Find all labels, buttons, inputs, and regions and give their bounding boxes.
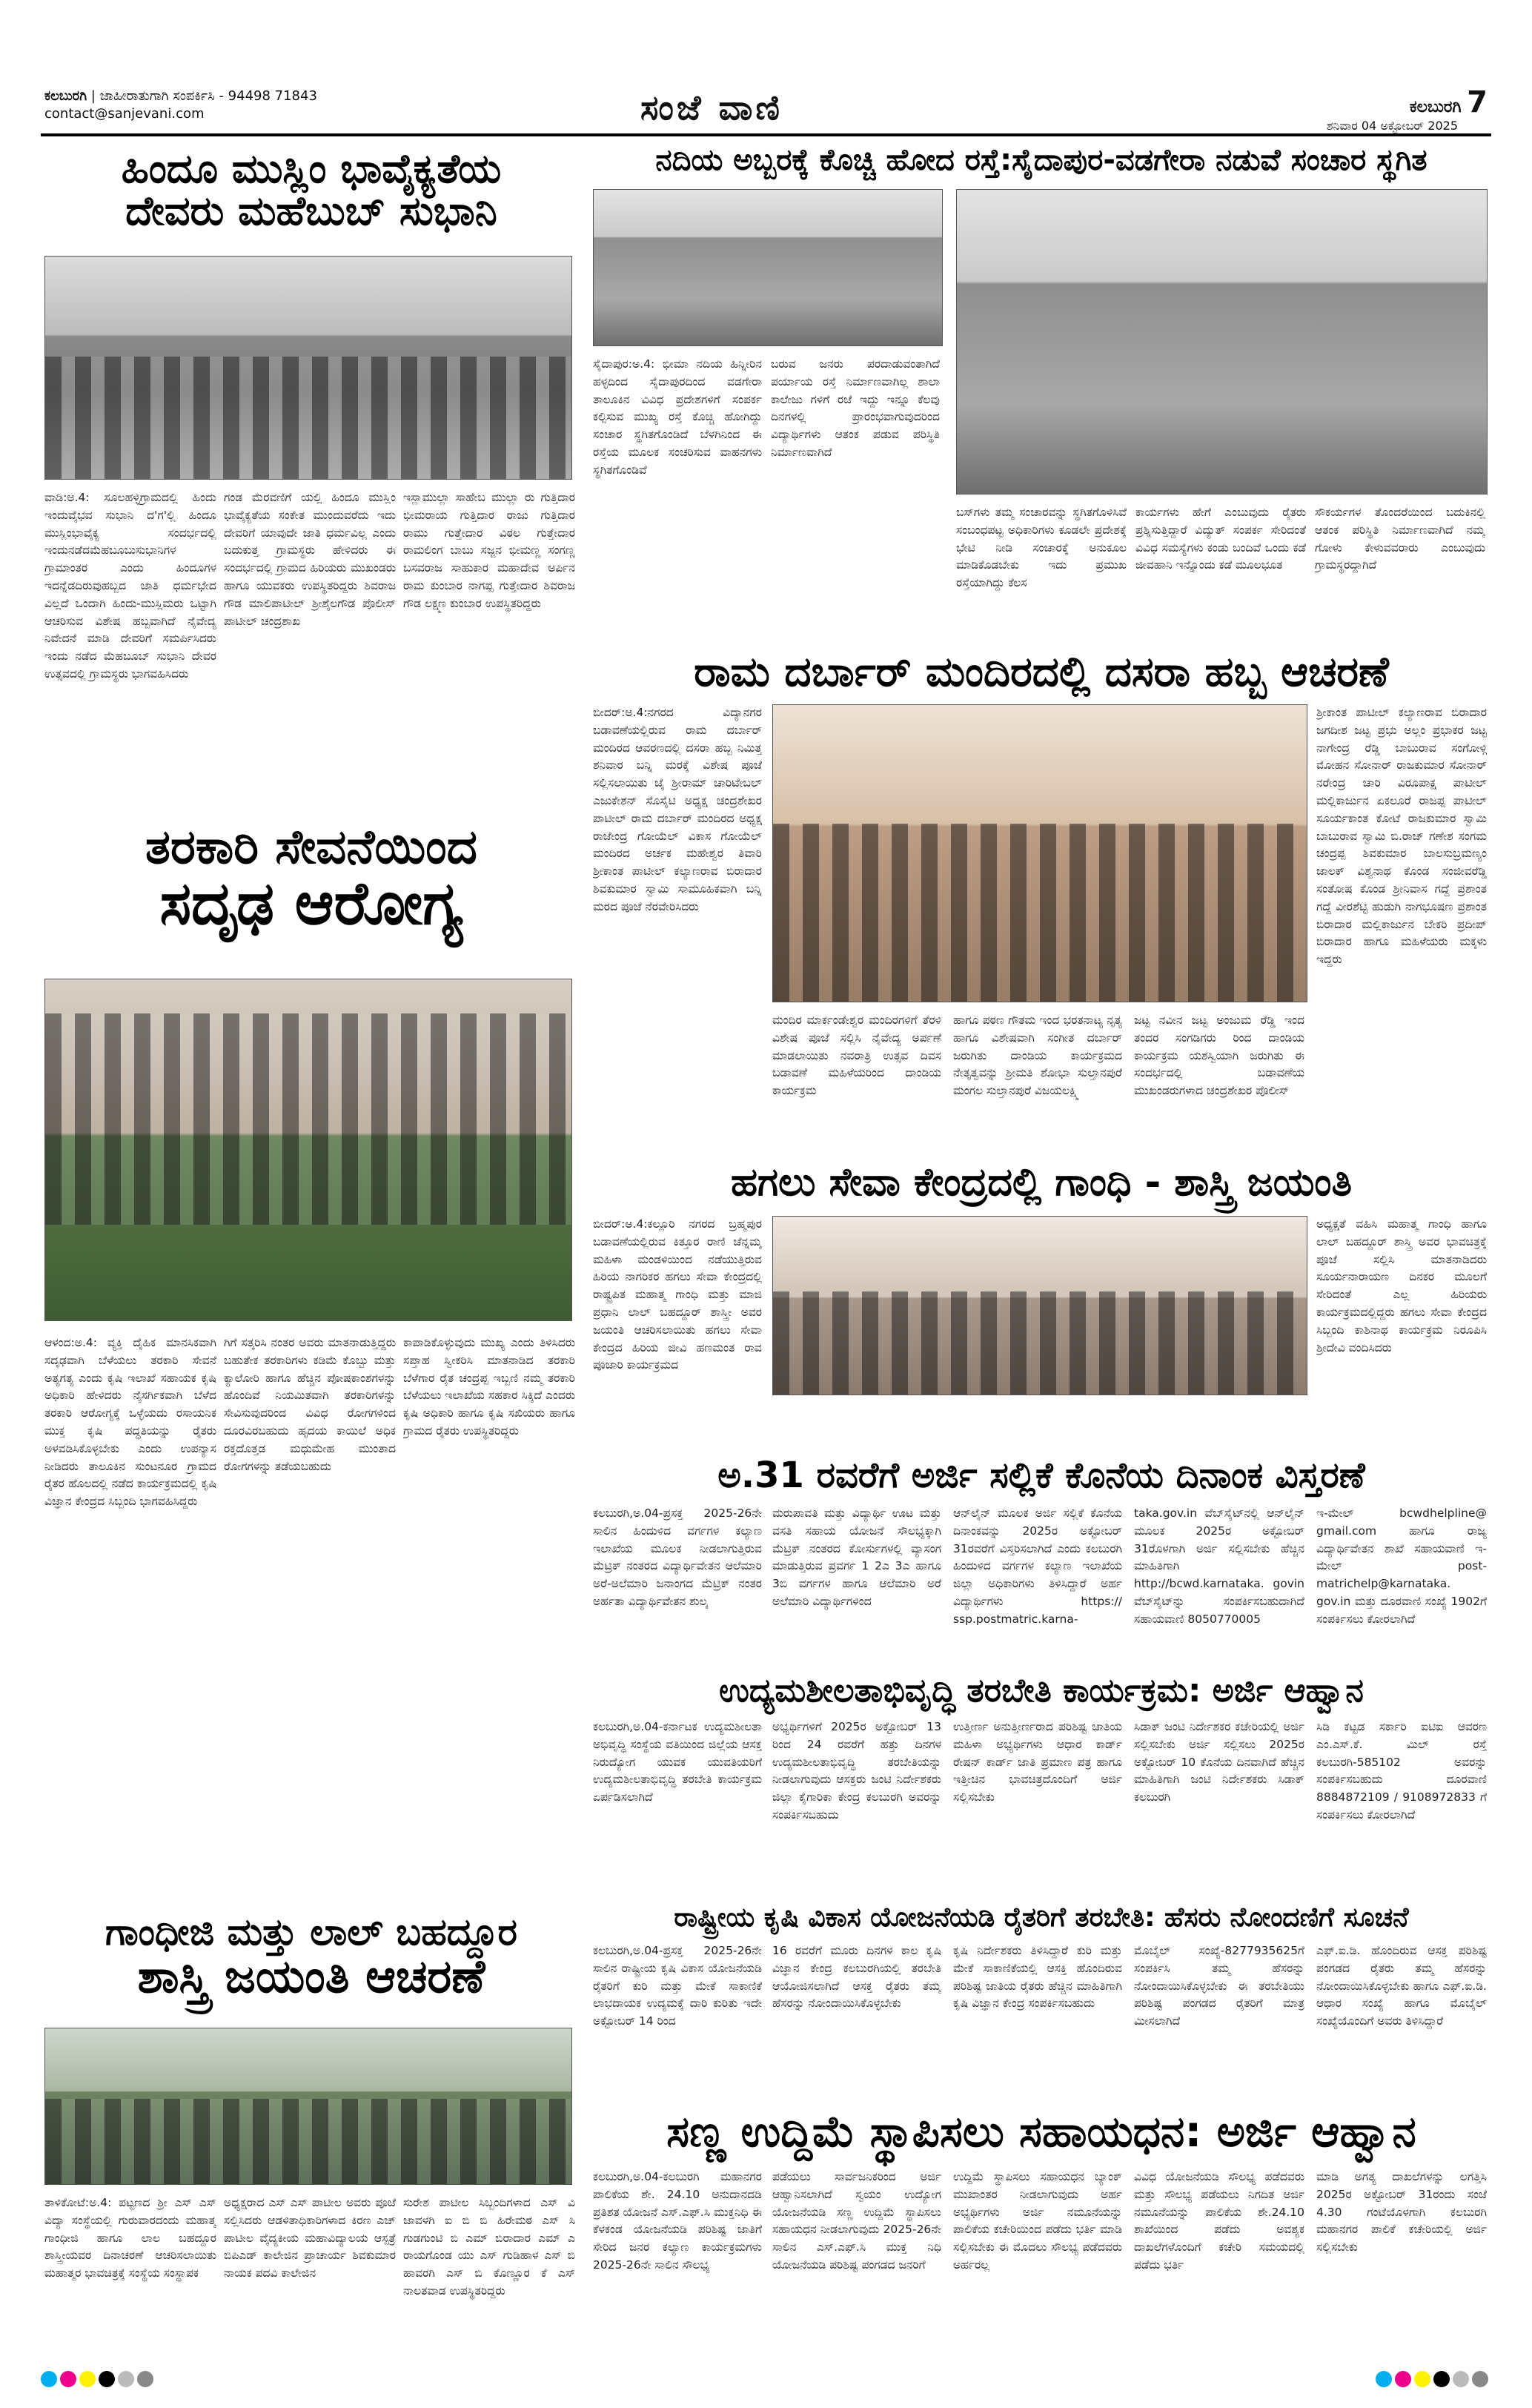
city-right: ಕಲಬುರಗಿ: [1409, 98, 1462, 116]
a5-headline: ಹಗಲು ಸೇವಾ ಕೇಂದ್ರದಲ್ಲಿ ಗಾಂಧಿ - ಶಾಸ್ತ್ರಿ ಜಯಂತಿ: [730, 1160, 1353, 1205]
a2-headline: ನದಿಯ ಅಬ್ಬರಕ್ಕೆ ಕೊಚ್ಚಿ ಹೋದ ರಸ್ತೆ:ಸೈದಾಪುರ-ವಡಗೇರಾ ನಡುವೆ ಸಂಚಾರ ಸ್ಥಗಿತ: [655, 143, 1427, 177]
a9-col5: ಎಫ್.ಐ.ಡಿ. ಹೊಂದಿರುವ ಆಸಕ್ತ ಪರಿಶಿಷ್ಟ ಪಂಗಡದ ರೈತರು ತಮ್ಮ ಹೆಸರನ್ನು ನೋಂದಾಯಿಸಿಕೊಳ್ಳಬೇಕು ಹಾಗೂ ಎಫ್.ಐ.ಡಿ. ಆಧಾರ ಸಂಖ್ಯೆ ಹಾಗೂ ಮೊಬೈಲ್ ಸಂಖ್ಯೆಯೊಂದಿಗೆ ಅವರು ತಿಳಿಸಿದ್ದಾರೆ: [1316, 1944, 1487, 2028]
a1-col2: ಗಂಡ ಮೆರವಣಿಗೆ ಯಲ್ಲಿ ಹಿಂದೂ ಮುಸ್ಲಿಂ ಭಾವೈಕ್ಯತೆಯ ಸಂಕೇತ ಮುಂದುವರೆದು ಇದು ದೇವರಿಗೆ ಯಾವುದೇ ಜಾತಿ ಧರ್ಮವಿಲ್ಲ ಎಂದು ಬದುಕುತ್ತ ಗ್ರಾಮಸ್ಥರು ಹೇಳಿದರು ಈ ಸಂದರ್ಭದಲ್ಲಿ ಗ್ರಾಮದ ಹಿರಿಯರು ಮುಖಂಡರು ಹಾಗೂ ಯುವಕರು ಉಪಸ್ಥಿತರಿದ್ದರು ಶಿವರಾಜ ಗೌಡ ಮಾಲಿಪಾಟೀಲ್ ಶ್ರೀಶೈಲಗೌಡ ಪೊಲೀಸ್ ಪಾಟೀಲ್ ಚಂದ್ರಶಾಖ: [224, 491, 396, 628]
a7-col1: ತಾಳಿಕೋಟೆ:ಅ.4: ಪಟ್ಟಣದ ಶ್ರೀ ಎಸ್ ಎಸ್ ವಿದ್ಯಾ ಸಂಸ್ಥೆಯಲ್ಲಿ ಗುರುವಾರದಂದು ಮಹಾತ್ಮ ಗಾಂಧೀಜಿ ಹಾಗೂ ಲಾಲ ಬಹದ್ದೂರ ಶಾಸ್ತ್ರೀಯವರ ದಿನಾಚರಣೆ ಆಚರಿಸಲಾಯಿತು ಮಹಾತ್ಮರ ಭಾವಚಿತ್ರಕ್ಕೆ ಸಂಸ್ಥೆಯ ಸಂಸ್ಥಾಪಕ: [44, 2196, 216, 2280]
a1-photo: [44, 256, 572, 480]
a8-col1: ಕಲಬುರಗಿ,ಅ.04-ಕರ್ನಾಟಕ ಉದ್ಯಮಶೀಲತಾ ಅಭಿವೃದ್ಧಿ ಸಂಸ್ಥೆಯ ವತಿಯಿಂದ ಜಿಲ್ಲೆಯ ಆಸಕ್ತ ನಿರುದ್ಯೋಗ ಯುವಕ ಯುವತಿಯರಿಗೆ ಉದ್ಯಮಶೀಲತಾಭಿವೃದ್ಧಿ ತರಬೇತಿ ಕಾರ್ಯಕ್ರಮ ಏರ್ಪಡಿಸಲಾಗಿದೆ: [593, 1720, 762, 1805]
a4-photo: [44, 979, 572, 1321]
a8-col5: ಸಿಡಿ ಕಟ್ಟಡ ಸರ್ಕಾರಿ ಐಟಿಐ ಆವರಣ ಎಂ.ಎಸ್.ಕೆ. ಮಿಲ್ ರಸ್ತೆ ಕಲಬುರಗಿ-585102 ಅವರನ್ನು ಸಂಪರ್ಕಿಸಬಹುದು ದೂರವಾಣಿ 8884872109 / 9108972833 ಗೆ ಸಂಪರ್ಕಿಸಲು ಕೋರಲಾಗಿದೆ: [1316, 1720, 1487, 1822]
a4-headline-line1: ತರಕಾರಿ ಸೇವನೆಯಿಂದ: [145, 820, 477, 875]
a1-headline: [44, 145, 578, 234]
a9-col3: ಕೃಷಿ ನಿರ್ದೇಶಕರು ತಿಳಿಸಿದ್ದಾರೆ ಕುರಿ ಮತ್ತು ಮೇಕೆ ಸಾಕಾಣಿಕೆಯಲ್ಲಿ ಆಸಕ್ತಿ ಹೊಂದಿರುವ ಪರಿಶಿಷ್ಟ ಜಾತಿಯ ರೈತರು ಹೆಚ್ಚಿನ ಮಾಹಿತಿಗಾಗಿ ಕೃಷಿ ವಿಜ್ಞಾನ ಕೇಂದ್ರ ಸಂಪರ್ಕಿಸಬಹುದು: [953, 1944, 1122, 2011]
a8-col2: ಅಭ್ಯರ್ಥಿಗಳಿಗೆ 2025ರ ಅಕ್ಟೋಬರ್ 13 ರಿಂದ 24 ರವರೆಗೆ ಹತ್ತು ದಿನಗಳ ಉದ್ಯಮಶೀಲತಾಭಿವೃದ್ಧಿ ತರಬೇತಿಯನ್ನು ನೀಡಲಾಗುವುದು ಆಸಕ್ತರು ಜಂಟಿ ನಿರ್ದೇಶಕರು ಜಿಲ್ಲಾ ಕೈಗಾರಿಕಾ ಕೇಂದ್ರ ಕಲಬುರಗಿ ಅವರನ್ನು ಸಂಪರ್ಕಿಸಬಹುದು: [772, 1720, 941, 1822]
a2-col4: ಕಾರ್ಯಗಳು ಹೇಗೆ ಎಂಬುವುದು ರೈತರು ಪ್ರಶ್ನಿಸುತ್ತಿದ್ದಾರೆ ವಿದ್ಯುತ್ ಸಂಪರ್ಕ ಸೇರಿದಂತೆ ವಿವಿಧ ಸಮಸ್ಯೆಗಳು ಕಂಡು ಬಂದಿವೆ ಒಂದು ಕಡೆ ಜೀವಹಾನಿ ಇನ್ನೊಂದು ಕಡೆ ಮೂಲಭೂತ: [1135, 506, 1306, 572]
email: contact@sanjevani.com: [44, 106, 205, 122]
a2-col2: ಬರುವ ಜನರು ಪರದಾಡುವಂತಾಗಿದೆ ಪರ್ಯಾಯ ರಸ್ತೆ ನಿರ್ಮಾಣವಾಗಿಲ್ಲ ಶಾಲಾ ಕಾಲೇಜು ಗಳಿಗೆ ರಜೆ ಇದ್ದು ಇನ್ನೂ ಕೆಲವು ದಿನಗಳಲ್ಲಿ ಪ್ರಾರಂಭವಾಗುವುದರಿಂದ ವಿದ್ಯಾರ್ಥಿಗಳು ಆತಂಕ ಪಡುವ ಪರಿಸ್ಥಿತಿ ನಿರ್ಮಾಣವಾಗಿದೆ: [771, 357, 940, 459]
a9-col1: ಕಲಬುರಗಿ,ಅ.04-ಪ್ರಸಕ್ತ 2025-26ನೇ ಸಾಲಿನ ರಾಷ್ಟ್ರೀಯ ಕೃಷಿ ವಿಕಾಸ ಯೋಜನೆಯಡಿ ರೈತರಿಗೆ ಕುರಿ ಮತ್ತು ಮೇಕೆ ಸಾಕಾಣಿಕೆ ಲಾಭದಾಯಕ ಉದ್ಯಮಕ್ಕೆ ದಾರಿ ಕುರಿತು ಇದೇ ಅಕ್ಟೋಬರ್ 14 ರಿಂದ: [593, 1944, 762, 2028]
a2-photo-2: [956, 189, 1488, 494]
color-bar-right: [1376, 2371, 1491, 2387]
a4-headline: [44, 820, 578, 939]
a7-col3: ಸುರೇಶ ಪಾಟೀಲ ಸಿಬ್ಬಂದಿಗಳಾದ ಎಸ್ ವಿ ಜಾವಳಗಿ ಐ ಬಿ ಬಿ ಹಿರೇಮಠ ಎಸ್ ಸಿ ಗುಡಗುಂಟಿ ಬಿ ಎಮ್ ಬಿರಾದಾರ ಎಮ್ ಎ ರಾಯಗೊಂಡ ಯು ಎಸ್ ಗುಡಿಹಾಳ ಎಸ್ ಬಿ ಹಾವರಗಿ ಎಸ್ ಬಿ ಕೊಣ್ಣೂರ ಕೆ ಎಸ್ ನಾಲತವಾಡ ಉಪಸ್ಥಿತರಿದ್ದರು: [403, 2196, 575, 2298]
a10-col4: ವಿವಿಧ ಯೋಜನೆಯಡಿ ಸೌಲಭ್ಯ ಪಡೆದವರು ಮತ್ತು ಸೌಲಭ್ಯ ಪಡೆಯಲು ನಿಗದಿತ ಅರ್ಜಿ ನಮೂನೆಯನ್ನು ಪಾಲಿಕೆಯ ಶೇ.24.10 ಶಾಖೆಯಿಂದ ಪಡೆದು ಅವಶ್ಯಕ ದಾಖಲೆಗಳೊಂದಿಗೆ ಕಚೇರಿ ಸಮಯದಲ್ಲಿ ಪಡೆದು ಭರ್ತಿ: [1134, 2170, 1304, 2272]
a4-col1: ಆಳಂದ:ಅ.4: ವ್ಯಕ್ತಿ ದೈಹಿಕ ಮಾನಸಿಕವಾಗಿ ಸದೃಢವಾಗಿ ಬೆಳೆಯಲು ತರಕಾರಿ ಸೇವನೆ ಅತ್ಯಗತ್ಯ ಎಂದು ಕೃಷಿ ಇಲಾಖೆ ಸಹಾಯಕ ಕೃಷಿ ಅಧಿಕಾರಿ ಹೇಳಿದರು ನೈಸರ್ಗಿಕವಾಗಿ ಬೆಳೆದ ತರಕಾರಿ ಆರೋಗ್ಯಕ್ಕೆ ಒಳ್ಳೆಯದು ರಸಾಯನಿಕ ಮುಕ್ತ ಕೃಷಿ ಪದ್ಧತಿಯನ್ನು ರೈತರು ಅಳವಡಿಸಿಕೊಳ್ಳಬೇಕು ಎಂದು ಉಪನ್ಯಾಸ ನೀಡಿದರು ತಾಲೂಕಿನ ಸುಂಟನೂರ ಗ್ರಾಮದ ರೈತರ ಹೊಲದಲ್ಲಿ ನಡೆದ ಕಾರ್ಯಕ್ರಮದಲ್ಲಿ ಕೃಷಿ ವಿಜ್ಞಾನ ಕೇಂದ್ರದ ಸಿಬ್ಬಂದಿ ಭಾಗವಹಿಸಿದ್ದರು: [44, 1336, 216, 1509]
a1-col1: ವಾಡಿ:ಅ.4: ಸೂಲಹಳ್ಳಿಗ್ರಾಮದಲ್ಲಿ ಹಿಂದು ಇಂದುವೈಭವ ಸುಭಾನಿ ದ'ಗ'ಲ್ಲಿ ಹಿಂದೂ ಮುಸ್ಲಿಂಭಾವೈಕ್ಯ ಸಂದರ್ಭದಲ್ಲಿ ಇಂದುನಡೆದಮೆಹಬೂಬುಸುಭಾನಿಗಳ ಗ್ರಾಮಾಂತರ ಎಂದು ಹಿಂದೂಗಳ ಇದನ್ನೆಡದಿರುವುಹಬ್ಬದ ಜಾತಿ ಧರ್ಮಭೇದ ವಿಲ್ಲದೆ ಒಂದಾಗಿ ಹಿಂದು-ಮುಸ್ಲಿಮರು ಒಟ್ಟಾಗಿ ಆಚರಿಸುವ ವಿಶೇಷ ಹಬ್ಬವಾಗಿದೆ ನೈವೇದ್ಯ ನಿವೇದನೆ ಮಾಡಿ ದೇವರಿಗೆ ಸಮರ್ಪಿಸಿದರು ಇಂದು ನಡೆದ ಮೆಹಬೂಬ್ ಸುಭಾನಿ ದೇವರ ಉತ್ಸವದಲ್ಲಿ ಗ್ರಾಮಸ್ಥರು ಭಾಗವಹಿಸಿದರು: [44, 491, 216, 681]
a10-headline: ಸಣ್ಣ ಉದ್ದಿಮೆ ಸ್ಥಾಪಿಸಲು ಸಹಾಯಧನ: ಅರ್ಜಿ ಆಹ್ವಾನ: [666, 2106, 1416, 2157]
a2-photo-1: [593, 189, 943, 346]
a10-col3: ಉದ್ದಿಮೆ ಸ್ಥಾಪಿಸಲು ಸಹಾಯಧನ ಬ್ಯಾಂಕ್ ಮುಖಾಂತರ ನೀಡಲಾಗುವುದು ಅರ್ಹ ಅಭ್ಯರ್ಥಿಗಳು ಅರ್ಜಿ ನಮೂನೆಯನ್ನು ಪಾಲಿಕೆಯ ಕಚೇರಿಯಿಂದ ಪಡೆದು ಭರ್ತಿ ಮಾಡಿ ಸಲ್ಲಿಸಬೇಕು ಈ ಮೊದಲು ಸೌಲಭ್ಯ ಪಡೆದವರು ಅರ್ಹರಲ್ಲ: [953, 2170, 1122, 2272]
header-right: [1410, 87, 1488, 117]
a4-col3: ಕಾಪಾಡಿಕೊಳ್ಳುವುದು ಮುಖ್ಯ ಎಂದು ತಿಳಿಸಿದರು ಸಪ್ತಾಹ ಸ್ವೀಕರಿಸಿ ಮಾತನಾಡಿದ ತರಕಾರಿ ಬೆಳೆಗಾರ ರೈತ ಚಂದ್ರಪ್ಪ ಇಬ್ಬಣಿ ನಮ್ಮ ತರಕಾರಿ ಬೆಳೆಯಲು ಇಲಾಖೆಯ ಸಹಕಾರ ಸಿಕ್ಕಿದೆ ಎಂದರು ಕೃಷಿ ಅಧಿಕಾರಿ ಹಾಗೂ ಕೃಷಿ ಸಖಿಯರು ಹಾಗೂ ಗ್ರಾಮದ ರೈತರು ಉಪಸ್ಥಿತರಿದ್ದರು: [403, 1336, 575, 1438]
a7-photo: [44, 2028, 572, 2185]
a7-headline-line1: ಗಾಂಧೀಜಿ ಮತ್ತು ಲಾಲ್ ಬಹದ್ದೂರ: [105, 1911, 517, 1954]
a1-headline-line1: ಹಿಂದೂ ಮುಸ್ಲಿಂ ಭಾವೈಕ್ಯತೆಯ: [121, 145, 502, 192]
a3-headline: ರಾಮ ದರ್ಬಾರ್ ಮಂದಿರದಲ್ಲಿ ದಸರಾ ಹಬ್ಬ ಆಚರಣೆ: [694, 648, 1389, 696]
a6-headline: ಅ.31 ರವರೆಗೆ ಅರ್ಜಿ ಸಲ್ಲಿಕೆ ಕೊನೆಯ ದಿನಾಂಕ ವಿಸ್ತರಣೆ: [717, 1455, 1365, 1496]
a2-col5: ಸೌಕರ್ಯಗಳ ತೊಂದರೆಯಿಂದ ಬದುಕಿನಲ್ಲಿ ಆತಂಕ ಪರಿಸ್ಥಿತಿ ನಿರ್ಮಾಣವಾಗಿದೆ ನಮ್ಮ ಗೋಳು ಕೇಳುವವರಾರು ಎಂಬುವುದು ಗ್ರಾಮಸ್ಥರದ್ದಾಗಿದೆ: [1315, 506, 1485, 572]
a10-col5: ಮಾಡಿ ಅಗತ್ಯ ದಾಖಲೆಗಳನ್ನು ಲಗತ್ತಿಸಿ 2025ರ ಅಕ್ಟೋಬರ್ 31ರಂದು ಸಂಜೆ 4.30 ಗಂಟೆಯೊಳಗಾಗಿ ಕಲಬುರಗಿ ಮಹಾನಗರ ಪಾಲಿಕೆ ಕಚೇರಿಯಲ್ಲಿ ಅರ್ಜಿ ಸಲ್ಲಿಸಬೇಕು: [1316, 2170, 1487, 2255]
a4-col2: ಗಿಗೆ ಸತ್ಕರಿಸಿ ನಂತರ ಅವರು ಮಾತನಾಡುತ್ತಿದ್ದರು ಬಹುತೇಕ ತರಕಾರಿಗಳು ಕಡಿಮೆ ಕೊಬ್ಬು ಮತ್ತು ಕ್ಯಾಲೋರಿ ಹಾಗೂ ಹೆಚ್ಚಿನ ಪೋಷಕಾಂಶಗಳನ್ನು ಹೊಂದಿವೆ ನಿಯಮಿತವಾಗಿ ತರಕಾರಿಗಳನ್ನು ಸೇವಿಸುವುದರಿಂದ ವಿವಿಧ ರೋಗಗಳಿಂದ ದೂರವಿರಬಹುದು ಹೃದಯ ಕಾಯಿಲೆ ಅಧಿಕ ರಕ್ತದೊತ್ತಡ ಮಧುಮೇಹ ಮುಂತಾದ ರೋಗಗಳನ್ನು ತಡೆಯಬಹುದು: [224, 1336, 396, 1473]
a3-col4: ಜಟ್ಟ ನವೀನ ಜಟ್ಟ ಅಂಜುಮ ರೆಡ್ಡಿ ಇಂದ ತಂದರ ಸಂಗಡಿಗರು ರಿಂದ ದಾಂಡಿಯ ಕಾರ್ಯಕ್ರಮ ಯಶಸ್ವಿಯಾಗಿ ಜರುಗಿತು ಈ ಸಂದರ್ಭದಲ್ಲಿ ಬಡಾವಣೆಯ ಮುಖಂಡರುಗಳಾದ ಚಂದ್ರಶೇಖರ ಪೊಲೀಸ್: [1134, 1013, 1304, 1098]
city-left: ಕಲಬುರಗಿ: [44, 88, 87, 104]
a1-col3: ಇಸ್ಲಾಮುಲ್ಲಾ ಸಾಹೇಬ ಮುಲ್ಲಾ ರು ಗುತ್ತಿದಾರ ಭೀಮರಾಯ ಗುತ್ತಿದಾರ ರಾಜು ಗುತ್ತಿದಾರ ರಾಮು ಗುತ್ತೇದಾರ ವಿಠಲ ಗುತ್ತೇದಾರ ರಾಮಲಿಂಗ ಬಾಬು ಸಜ್ಜನ ಭೀಮಣ್ಣ ಸಂಗಣ್ಣ ಬಸವರಾಜ ಸಾಹುಕಾರ ಮಹಾದೇವ ಅರ್ಪಿನ ರಾಮ ಕುಂಬಾರ ನಾಗಪ್ಪ ಗುತ್ತೇದಾರ ಶಿವರಾಜ ಗೌಡ ಲಕ್ಷ್ಮಣ ಕುಂಬಾರ ಉಪಸ್ಥಿತರಿದ್ದರು: [403, 491, 575, 610]
a9-col2: 16 ರವರೆಗೆ ಮೂರು ದಿನಗಳ ಕಾಲ ಕೃಷಿ ವಿಜ್ಞಾನ ಕೇಂದ್ರ ಕಲಬುರಗಿಯಲ್ಲಿ ತರಬೇತಿ ಆಯೋಜಿಸಲಾಗಿದೆ ಆಸಕ್ತ ರೈತರು ತಮ್ಮ ಹೆಸರನ್ನು ನೋಂದಾಯಿಸಿಕೊಳ್ಳಬೇಕು: [772, 1944, 941, 2011]
a3-col2: ಮಂದಿರ ಮಾರ್ಕಂಡೇಶ್ವರ ಮಂದಿರಗಳಿಗೆ ತೆರಳಿ ವಿಶೇಷ ಪೂಜೆ ಸಲ್ಲಿಸಿ ನೈವೇದ್ಯ ಅರ್ಪಣೆ ಮಾಡಲಾಯಿತು ನವರಾತ್ರಿ ಉತ್ಸವ ದಿವಸ ಬಡಾವಣೆ ಮಹಿಳೆಯರಿಂದ ದಾಂಡಿಯ ಕಾರ್ಯಕ್ರಮ: [772, 1013, 941, 1098]
a3-col1: ಬೀದರ್:ಅ.4:ನಗರದ ವಿದ್ಯಾನಗರ ಬಡಾವಣೆಯಲ್ಲಿರುವ ರಾಮ ದರ್ಬಾರ್ ಮಂದಿರದ ಆವರಣದಲ್ಲಿ ದಸರಾ ಹಬ್ಬ ನಿಮಿತ್ತ ಶನಿವಾರ ಬನ್ನಿ ಮರಕ್ಕೆ ವಿಶೇಷ ಪೂಜೆ ಸಲ್ಲಿಸಲಾಯಿತು ಜೈ ಶ್ರೀರಾಮ್ ಚಾರಿಟೇಬಲ್ ಎಜುಕೇಶನ್ ಸೊಸೈಟಿ ಅಧ್ಯಕ್ಷ ಚಂದ್ರಶೇಖರ ಪಾಟೀಲ್ ರಾಮ ದರ್ಬಾರ್ ಮಂದಿರದ ಅಧ್ಯಕ್ಷ ರಾಜೇಂದ್ರ ಗೋಯೆಲ್ ವಿಕಾಸ ಗೋಯೆಲ್ ಮಂದಿರದ ಅರ್ಚಕ ಮಹೇಶ್ವರ ತಿವಾರಿ ಶ್ರೀಕಾಂತ ಪಾಟೀಲ್ ಕಲ್ಯಾಣರಾವ ಬಿರಾದಾರ ಶಿವಕುಮಾರ ಸ್ವಾಮಿ ಸಾಮೂಹಿಕವಾಗಿ ಬನ್ನಿ ಮರದ ಪೂಜೆ ನೆರವೇರಿಸಿದರು: [593, 706, 762, 913]
a10-col1: ಕಲಬುರಗಿ,ಅ.04-ಕಲಬುರಗಿ ಮಹಾನಗರ ಪಾಲಿಕೆಯ ಶೇ. 24.10 ಅನುದಾನದಡಿ ಪ್ರತಿಶತ ಯೋಜನೆ ಎಸ್.ಎಫ್.ಸಿ ಮುಕ್ತನಿಧಿ ಈ ಕೆಳಕಂಡ ಯೋಜನೆಯಡಿ ಪರಿಶಿಷ್ಟ ಜಾತಿಗೆ ಸೇರಿದ ಜನರ ಕಲ್ಯಾಣ ಕಾರ್ಯಕ್ರಮಗಳು 2025-26ನೇ ಸಾಲಿನ ಸೌಲಭ್ಯ: [593, 2170, 762, 2272]
a3-photo: [772, 704, 1307, 1002]
a6-col3: ಆನ್‌ಲೈನ್ ಮೂಲಕ ಅರ್ಜಿ ಸಲ್ಲಿಕೆ ಕೊನೆಯ ದಿನಾಂಕವನ್ನು 2025ರ ಅಕ್ಟೋಬರ್ 31ರವರೆಗೆ ವಿಸ್ತರಿಸಲಾಗಿದೆ ಎಂದು ಕಲಬುರಗಿ ಹಿಂದುಳಿದ ವರ್ಗಗಳ ಕಲ್ಯಾಣ ಇಲಾಖೆಯ ಜಿಲ್ಲಾ ಅಧಿಕಾರಿಗಳು ತಿಳಿಸಿದ್ದಾರೆ ಅರ್ಹ ವಿದ್ಯಾರ್ಥಿಗಳು https:// ssp.postmatric.karna-: [953, 1506, 1122, 1626]
a8-headline: ಉದ್ಯಮಶೀಲತಾಭಿವೃದ್ಧಿ ತರಬೇತಿ ಕಾರ್ಯಕ್ರಮ: ಅರ್ಜಿ ಆಹ್ವಾನ: [719, 1672, 1364, 1710]
header-left: ಕಲಬುರಗಿ | ಜಾಹೀರಾತುಗಾಗಿ ಸಂಪರ್ಕಿಸಿ - 94498 71843 contact@sanjevani.com: [44, 88, 317, 122]
a9-headline: ರಾಷ್ಟ್ರೀಯ ಕೃಷಿ ವಿಕಾಸ ಯೋಜನೆಯಡಿ ರೈತರಿಗೆ ತರಬೇತಿ: ಹೆಸರು ನೋಂದಣಿಗೆ ಸೂಚನೆ: [674, 1902, 1409, 1933]
a10-col2: ಪಡೆಯಲು ಸಾರ್ವಜನಿಕರಿಂದ ಅರ್ಜಿ ಆಹ್ವಾನಿಸಲಾಗಿದೆ ಸ್ವಯಂ ಉದ್ಯೋಗ ಯೋಜನೆಯಡಿ ಸಣ್ಣ ಉದ್ದಿಮೆ ಸ್ಥಾಪಿಸಲು ಸಹಾಯಧನ ನೀಡಲಾಗುವುದು 2025-26ನೇ ಸಾಲಿನ ಎಸ್.ಎಫ್.ಸಿ ಮುಕ್ತ ನಿಧಿ ಯೋಜನೆಯಡಿ ಪರಿಶಿಷ್ಟ ಪಂಗಡದ ಜನರಿಗೆ: [772, 2170, 941, 2272]
a6-col4: taka.gov.in ವೆಬ್‌ಸೈಟ್‌ನಲ್ಲಿ ಆನ್‌ಲೈನ್ ಮೂಲಕ 2025ರ ಅಕ್ಟೋಬರ್ 31ರೊಳಗಾಗಿ ಅರ್ಜಿ ಸಲ್ಲಿಸಬೇಕು ಹೆಚ್ಚಿನ ಮಾಹಿತಿಗಾಗಿ http://bcwd.karnataka. govin ವೆಬ್‌ಸೈಟ್‌ನ್ನು ಸಂಪರ್ಕಿಸಬಹುದಾಗಿದೆ ಸಹಾಯವಾಣಿ 8050770005: [1134, 1506, 1304, 1626]
a6-col5: ಇ-ಮೇಲ್ bcwdhelpline@ gmail.com ಹಾಗೂ ರಾಜ್ಯ ವಿದ್ಯಾರ್ಥಿವೇತನ ಶಾಖೆ ಸಹಾಯವಾಣಿ ಇ-ಮೇಲ್ post-matrichelp@karnataka. gov.in ಮತ್ತು ದೂರವಾಣಿ ಸಂಖ್ಯೆ 1902ಗೆ ಸಂಪರ್ಕಿಸಲು ಕೋರಲಾಗಿದೆ: [1316, 1506, 1487, 1626]
a9-col4: ಮೊಬೈಲ್ ಸಂಖ್ಯೆ-8277935625ಗೆ ಸಂಪರ್ಕಿಸಿ ತಮ್ಮ ಹೆಸರನ್ನು ನೋಂದಾಯಿಸಿಕೊಳ್ಳಬೇಕು ಈ ತರಬೇತಿಯು ಪರಿಶಿಷ್ಟ ಪಂಗಡದ ರೈತರಿಗೆ ಮಾತ್ರ ಮೀಸಲಾಗಿದೆ: [1134, 1944, 1304, 2028]
ad-contact: ಜಾಹೀರಾತುಗಾಗಿ ಸಂಪರ್ಕಿಸಿ - 94498 71843: [99, 88, 317, 104]
date: ಶನಿವಾರ 04 ಅಕ್ಟೋಬರ್ 2025: [1326, 119, 1458, 133]
color-bar-left: [41, 2371, 156, 2387]
masthead: ಸಂಜೆ ವಾಣಿ: [640, 87, 783, 128]
header-rule: [41, 133, 1491, 136]
a4-headline-line2: ಸದೃಢ ಆರೋಗ್ಯ: [159, 869, 463, 939]
a3-col5: ಶ್ರೀಕಾಂತ ಪಾಟೀಲ್ ಕಲ್ಯಾಣರಾವ ಬಿರಾದಾರ ಜಗದೀಶ ಜಟ್ಟ ಪ್ರಭು ಅಲ್ಲಂ ಪ್ರಭಾಕರ ಜಟ್ಟ ನಾಗೇಂದ್ರ ರೆಡ್ಡಿ ಬಾಬುರಾವ ಸಂಗೋಳ್ಗಿ ಮೋಹನ ಸೋನಾರ್ ರಾಜಕುಮಾರ ಸೋನಾರ್ ನರೇಂದ್ರ ಚಾರಿ ವಿರೂಪಾಕ್ಷ ಪಾಟೀಲ್ ಮಲ್ಲಿಕಾರ್ಜುನ ಏಕಲೂರೆ ರಾಜಪ್ಪ ಪಾಟೀಲ್ ಸೂರ್ಯಕಾಂತ ಕೋಟೆ ರಾಜಕುಮಾರ ಸ್ವಾಮಿ ಬಾಬುರಾವ ಸ್ವಾಮಿ ಬಿ.ರಾಜ್ ಗಣೇಶ ಸಂಗಮ ಚಂದ್ರಪ್ಪ ಶಿವಕುಮಾರ ಬಾಲಸುಬ್ರಮಣ್ಯಂ ಜಾಲಕ್ ವಿಶ್ವನಾಥ ಕೊಂಡ ಸಂಜೀವರೆಡ್ಡಿ ಸಂತೋಷ ಕೊಂಡ ಶ್ರೀನಿವಾಸ ಗದ್ದೆ ಪ್ರಶಾಂತ ಗದ್ದೆ ವೀರಶೆಟ್ಟಿ ಹುಡುಗಿ ನಾಗಭೂಷಣ ಪ್ರಶಾಂತ ಬಿರಾದಾರ ಮಲ್ಲಿಕಾರ್ಜುನ ಬೇಕರಿ ಪ್ರದೀಪ್ ಬಿರಾದಾರ ಹಾಗೂ ಮಹಿಳೆಯರು ಮಕ್ಕಳು ಇದ್ದರು: [1316, 706, 1487, 967]
a8-col4: ಸಿಡಾಕ್ ಜಂಟಿ ನಿರ್ದೇಶಕರ ಕಚೇರಿಯಲ್ಲಿ ಅರ್ಜಿ ಸಲ್ಲಿಸಬೇಕು ಅರ್ಜಿ ಸಲ್ಲಿಸಲು 2025ರ ಅಕ್ಟೋಬರ್ 10 ಕೊನೆಯ ದಿನವಾಗಿದೆ ಹೆಚ್ಚಿನ ಮಾಹಿತಿಗಾಗಿ ಜಂಟಿ ನಿರ್ದೇಶಕರು ಸಿಡಾಕ್ ಕಲಬುರಗಿ: [1134, 1720, 1304, 1805]
a3-col3: ಹಾಗೂ ಪಠಣ ಗೌತಮ ಇಂದ ಭರತನಾಟ್ಯ ನೃತ್ಯ ಹಾಗೂ ವಿಶೇಷವಾಗಿ ಸಂಗೀತ ದರ್ಬಾರ್ ಜರುಗಿತು ದಾಂಡಿಯ ಕಾರ್ಯಕ್ರಮದ ನೇತೃತ್ವವನ್ನು ಶ್ರೀಮತಿ ಶೋಭಾ ಸುಲ್ತಾನಪುರೆ ಮಂಗಲ ಸುಲ್ತಾನಪುರೆ ವಿಜಯಲಕ್ಷ್ಮಿ: [953, 1013, 1122, 1098]
a7-headline-line2: ಶಾಸ್ತ್ರಿ ಜಯಂತಿ ಆಚರಣೆ: [137, 1948, 485, 2003]
a2-col1: ಸೈದಾಪುರ:ಅ.4: ಭೀಮಾ ನದಿಯ ಹಿನ್ನೀರಿನ ಹಳ್ಳದಿಂದ ಸೈದಾಪುರದಿಂದ ವಡಗೇರಾ ತಾಲೂಕಿನ ವಿವಿಧ ಪ್ರದೇಶಗಳಿಗೆ ಸಂಪರ್ಕ ಕಲ್ಪಿಸುವ ಮುಖ್ಯ ರಸ್ತೆ ಕೊಚ್ಚಿ ಹೋಗಿದ್ದು ಸಂಚಾರ ಸ್ಥಗಿತಗೊಂಡಿದೆ ಬೆಳಗಿನಿಂದ ಈ ರಸ್ತೆಯ ಮೂಲಕ ಸಂಚರಿಸುವ ವಾಹನಗಳು ಸ್ಥಗಿತಗೊಂಡಿವೆ: [593, 357, 762, 477]
a2-col3: ಬಸ್‌ಗಳು ತಮ್ಮ ಸಂಚಾರವನ್ನು ಸ್ಥಗಿತಗೊಳಿಸಿವೆ ಸಂಬಂಧಪಟ್ಟ ಅಧಿಕಾರಿಗಳು ಕೂಡಲೇ ಪ್ರದೇಶಕ್ಕೆ ಭೇಟಿ ನೀಡಿ ಸಂಚಾರಕ್ಕೆ ಅನುಕೂಲ ಮಾಡಿಕೊಡಬೇಕು ಇದು ಪ್ರಮುಖ ರಸ್ತೆಯಾಗಿದ್ದು ಕೆಲಸ: [956, 506, 1127, 590]
page-number: 7: [1467, 85, 1488, 119]
a5-photo: [772, 1216, 1307, 1395]
a8-col3: ಉತ್ತೀರ್ಣ ಅನುತ್ತೀರ್ಣರಾದ ಪರಿಶಿಷ್ಟ ಜಾತಿಯ ಮಹಿಳಾ ಅಭ್ಯರ್ಥಿಗಳು ಆಧಾರ ಕಾರ್ಡ್ ರೇಷನ್ ಕಾರ್ಡ್ ಜಾತಿ ಪ್ರಮಾಣ ಪತ್ರ ಹಾಗೂ ಇತ್ತೀಚಿನ ಭಾವಚಿತ್ರದೊಂದಿಗೆ ಅರ್ಜಿ ಸಲ್ಲಿಸಬೇಕು: [953, 1720, 1122, 1805]
a5-col1: ಬೀದರ್:ಅ.4:ಕಲ್ಲೂರಿ ನಗರದ ಬ್ರಹ್ಮಪುರ ಬಡಾವಣೆಯಲ್ಲಿರುವ ಕಿತ್ತೂರ ರಾಣಿ ಚೆನ್ನಮ್ಮ ಮಹಿಳಾ ಮಂಡಳಿಯಿಂದ ನಡೆಯುತ್ತಿರುವ ಹಿರಿಯ ನಾಗರಿಕರ ಹಗಲು ಸೇವಾ ಕೇಂದ್ರದಲ್ಲಿ ರಾಷ್ಟ್ರಪಿತ ಮಹಾತ್ಮ ಗಾಂಧಿ ಮತ್ತು ಮಾಜಿ ಪ್ರಧಾನಿ ಲಾಲ್ ಬಹದ್ದೂರ್ ಶಾಸ್ತ್ರೀ ಅವರ ಜಯಂತಿ ಆಚರಿಸಲಾಯಿತು ಹಗಲು ಸೇವಾ ಕೇಂದ್ರದ ಹಿರಿಯ ಜೀವಿ ಹಣಮಂತ ರಾವ ಪೂಜಾರಿ ಕಾರ್ಯಕ್ರಮದ: [593, 1217, 762, 1372]
a6-col2: ಮರುಪಾವತಿ ಮತ್ತು ವಿದ್ಯಾರ್ಥಿ ಊಟ ಮತ್ತು ವಸತಿ ಸಹಾಯ ಯೋಜನೆ ಸೌಲಭ್ಯಕ್ಕಾಗಿ ಮೆಟ್ರಿಕ್ ನಂತರದ ಕೋರ್ಸುಗಳಲ್ಲಿ ವ್ಯಾಸಂಗ ಮಾಡುತ್ತಿರುವ ಪ್ರವರ್ಗ 1 2ಎ 3ಎ ಹಾಗೂ 3ಬಿ ವರ್ಗಗಳ ಹಾಗೂ ಆಲೆಮಾರಿ ಅರೆ ಅಲೆಮಾರಿ ವಿದ್ಯಾರ್ಥಿಗಳಿಂದ: [772, 1506, 941, 1608]
a6-col1: ಕಲಬುರಗಿ,ಅ.04-ಪ್ರಸಕ್ತ 2025-26ನೇ ಸಾಲಿನ ಹಿಂದುಳಿದ ವರ್ಗಗಳ ಕಲ್ಯಾಣ ಇಲಾಖೆಯ ಮೂಲಕ ನೀಡಲಾಗುತ್ತಿರುವ ಮೆಟ್ರಿಕ್ ನಂತರದ ವಿದ್ಯಾರ್ಥಿವೇತನ ಆಲೆಮಾರಿ ಅರೆ-ಅಲೆಮಾರಿ ಜನಾಂಗದ ಮೆಟ್ರಿಕ್ ನಂತರ ಅರ್ಹತಾ ವಿದ್ಯಾರ್ಥಿವೇತನ ಶುಲ್ಕ: [593, 1506, 762, 1608]
a7-col2: ಅಧ್ಯಕ್ಷರಾದ ಎಸ್ ಎಸ್ ಪಾಟೀಲ ಅವರು ಪೂಜೆ ಸಲ್ಲಿಸಿದರು ಆಡಳಿತಾಧಿಕಾರಿಗಳಾದ ಕಿರಣ ಎಚ್ ಪಾಟೀಲ ವೈದ್ಯಕೀಯ ಮಹಾವಿದ್ಯಾಲಯ ಆಸ್ಪತ್ರೆ ಬಿಪಿಎಡ್ ಕಾಲೇಜಿನ ಪ್ರಾಚಾರ್ಯ ಶಿವಕುಮಾರ ನಾಯಕ ಪದವಿ ಕಾಲೇಜಿನ: [224, 2196, 396, 2280]
a5-col2: ಅಧ್ಯಕ್ಷತೆ ವಹಿಸಿ ಮಹಾತ್ಮ ಗಾಂಧಿ ಹಾಗೂ ಲಾಲ್ ಬಹದ್ದೂರ್ ಶಾಸ್ತ್ರಿ ಅವರ ಭಾವಚಿತ್ರಕ್ಕೆ ಪೂಜೆ ಸಲ್ಲಿಸಿ ಮಾತನಾಡಿದರು ಸೂರ್ಯನಾರಾಯಣ ದಿನಕರ ಮೂಲಗೆ ಸೇರಿದಂತೆ ಎಲ್ಲ ಹಿರಿಯರು ಕಾರ್ಯಕ್ರಮದಲ್ಲಿದ್ದರು ಹಗಲು ಸೇವಾ ಕೇಂದ್ರದ ಸಿಬ್ಬಂದಿ ಕಾಶಿನಾಥ ಕಾರ್ಯಕ್ರಮ ನಿರೂಪಿಸಿ ಶ್ರೀದೇವಿ ವಂದಿಸಿದರು: [1316, 1217, 1487, 1354]
a7-headline: [44, 1911, 578, 2003]
a1-headline-line2: ದೇವರು ಮಹೆಬುಬ್ ಸುಭಾನಿ: [125, 187, 497, 234]
